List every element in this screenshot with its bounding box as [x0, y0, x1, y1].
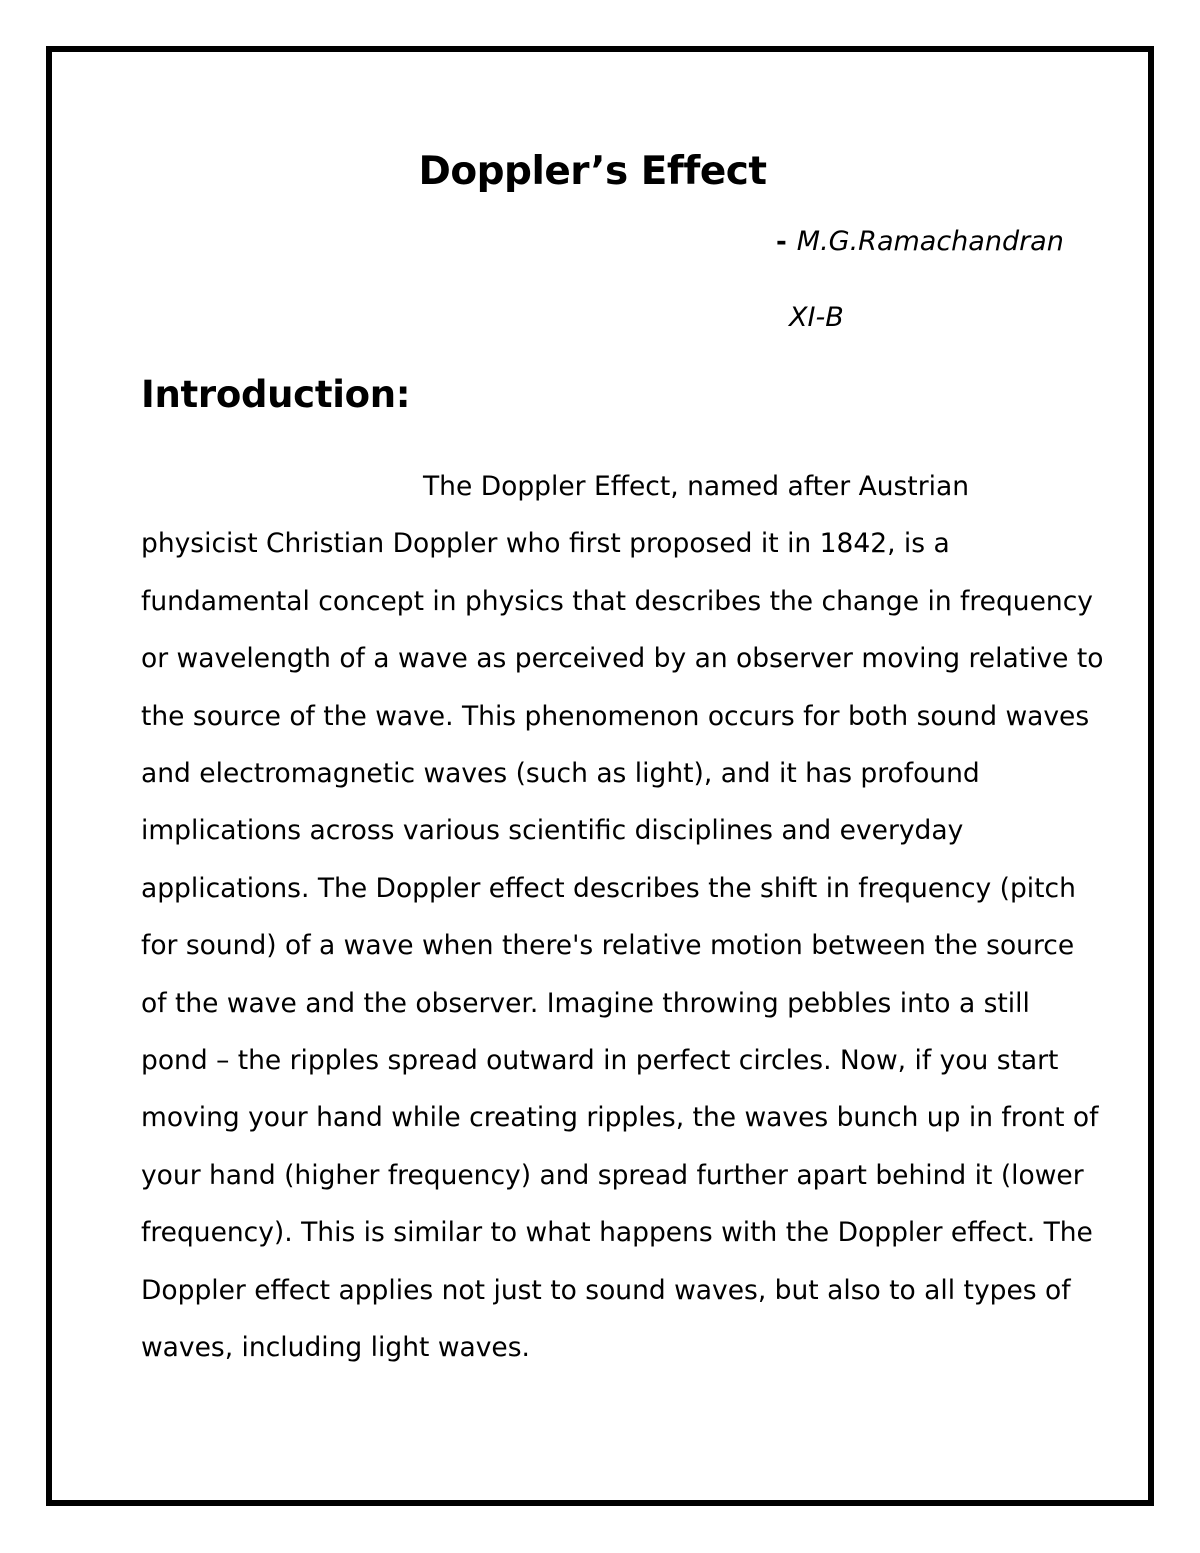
paragraph-line: pond – the ripples spread outward in perfect circles. Now, if you start — [141, 1045, 1059, 1077]
paragraph-line: the source of the wave. This phenomenon occurs for both sound waves — [141, 700, 1090, 732]
title-text: Doppler’s Effect — [418, 149, 767, 194]
paragraph-line: The Doppler Effect, named after Austrian — [423, 471, 969, 502]
paragraph-line: moving your hand while creating ripples, the waves bunch up in front of — [141, 1102, 1099, 1134]
paragraph-line: waves, including light waves. — [141, 1332, 530, 1364]
paragraph-line: frequency). This is similar to what happens with the Doppler effect. The — [141, 1217, 1093, 1249]
author-line — [776, 222, 1064, 262]
paragraph-line: and electromagnetic waves (such as light), and it has profound — [141, 758, 980, 790]
author-dash: - — [776, 227, 787, 257]
document-title — [0, 148, 1200, 196]
paragraph-line: or wavelength of a wave as perceived by an observer moving relative to — [141, 643, 1104, 675]
paragraph-line: applications. The Doppler effect describes the shift in frequency (pitch — [141, 872, 1076, 904]
class-label: XI-B — [789, 302, 844, 333]
paragraph-line: fundamental concept in physics that describes the change in frequency — [141, 585, 1093, 617]
paragraph-line: of the wave and the observer. Imagine throwing pebbles into a still — [141, 987, 1030, 1019]
section-heading: Introduction: — [141, 373, 411, 416]
paragraph-line: your hand (higher frequency) and spread further apart behind it (lower — [141, 1159, 1084, 1191]
paragraph-line: implications across various scientific disciplines and everyday — [141, 815, 964, 847]
paragraph-line: Doppler effect applies not just to sound waves, but also to all types of — [141, 1274, 1071, 1306]
body-paragraph — [141, 458, 1104, 1377]
author-name: M.G.Ramachandran — [796, 226, 1064, 257]
paragraph-line: for sound) of a wave when there's relative motion between the source — [141, 930, 1075, 962]
paragraph-line: physicist Christian Doppler who first proposed it in 1842, is a — [141, 528, 950, 560]
